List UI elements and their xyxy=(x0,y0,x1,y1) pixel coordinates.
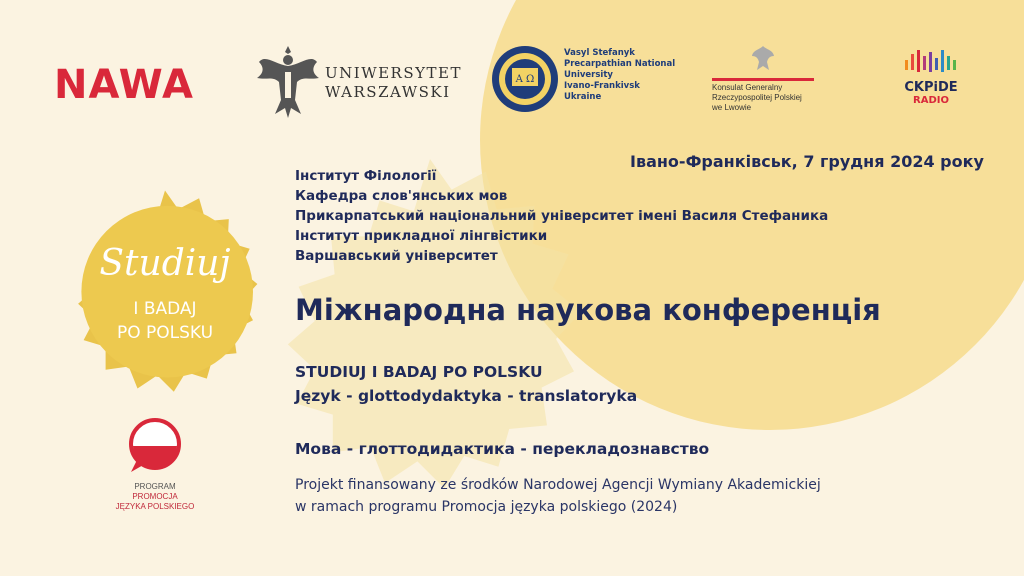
institution-item: Варшавський університет xyxy=(295,248,498,264)
project-line1: Projekt finansowany ze środków Narodowej Agencji Wymiany Akademickiej xyxy=(295,477,821,493)
subtitle-pl-line1: STUDIUJ I BADAJ PO POLSKU xyxy=(295,363,543,381)
pnu-logo xyxy=(490,44,680,124)
institution-item: Інститут прикладної лінгвістики xyxy=(295,228,548,244)
ckpide-radio-label: RADIO xyxy=(913,95,949,106)
polish-eagle-icon xyxy=(750,44,776,72)
institutions-list xyxy=(295,166,828,266)
program-line3: JĘZYKA POLSKIEGO xyxy=(115,502,195,511)
subtitle-pl-line2: Język - glottodydaktyka - translatoryka xyxy=(295,387,638,405)
uw-line2: WARSZAWSKI xyxy=(325,83,451,101)
eagle-icon xyxy=(255,42,321,122)
pnu-line: Vasyl Stefanyk xyxy=(564,48,635,58)
nawa-logo: NAWA xyxy=(54,62,194,108)
seal-line1: Studiuj xyxy=(99,243,231,284)
program-promocja-logo xyxy=(100,418,210,518)
konsulat-line: Konsulat Generalny xyxy=(712,83,783,92)
pnu-line: Ukraine xyxy=(564,92,602,102)
project-line2: w ramach programu Promocja języka polskiego (2024) xyxy=(295,499,678,515)
program-line2: PROMOCJA xyxy=(132,492,178,501)
event-date: Івано-Франківськ, 7 грудня 2024 року xyxy=(630,152,984,171)
ckpide-radio-logo xyxy=(896,48,966,118)
pnu-line: Ivano-Frankivsk xyxy=(564,81,640,91)
institution-item: Інститут Філології xyxy=(295,168,437,184)
pnu-line: Precarpathian National xyxy=(564,59,676,69)
speech-bubble-flag-icon xyxy=(127,418,183,474)
conference-subtitle-pl xyxy=(295,360,637,408)
seal-line3: PO POLSKU xyxy=(116,323,214,343)
konsulat-line: Rzeczypospolitej Polskiej xyxy=(712,93,802,102)
program-line1: PROGRAM xyxy=(134,482,176,491)
seal-line2: I BADAJ xyxy=(133,299,197,319)
konsulat-line: we Lwowie xyxy=(712,103,752,112)
ckpide-name: CKPiDE xyxy=(904,80,958,95)
pnu-badge-text: A Ω xyxy=(515,74,535,85)
uw-logo xyxy=(255,42,462,122)
institution-item: Прикарпатський національний університет імені Василя Стефаника xyxy=(295,208,829,224)
studiuj-seal xyxy=(55,185,275,405)
university-seal-icon xyxy=(490,44,560,114)
seal-badge-icon xyxy=(55,185,275,405)
conference-subtitle-ua: Мова - глоттодидактика - перекладознавство xyxy=(295,440,710,458)
audio-bars-icon xyxy=(903,48,959,74)
project-funding-note xyxy=(295,474,821,518)
uw-line1: UNIWERSYTET xyxy=(325,64,462,82)
konsulat-flag-stripe xyxy=(712,78,814,81)
konsulat-logo xyxy=(708,44,818,124)
pnu-line: University xyxy=(564,70,613,80)
institution-item: Кафедра слов'янських мов xyxy=(295,188,508,204)
conference-title: Міжнародна наукова конференція xyxy=(295,293,881,327)
